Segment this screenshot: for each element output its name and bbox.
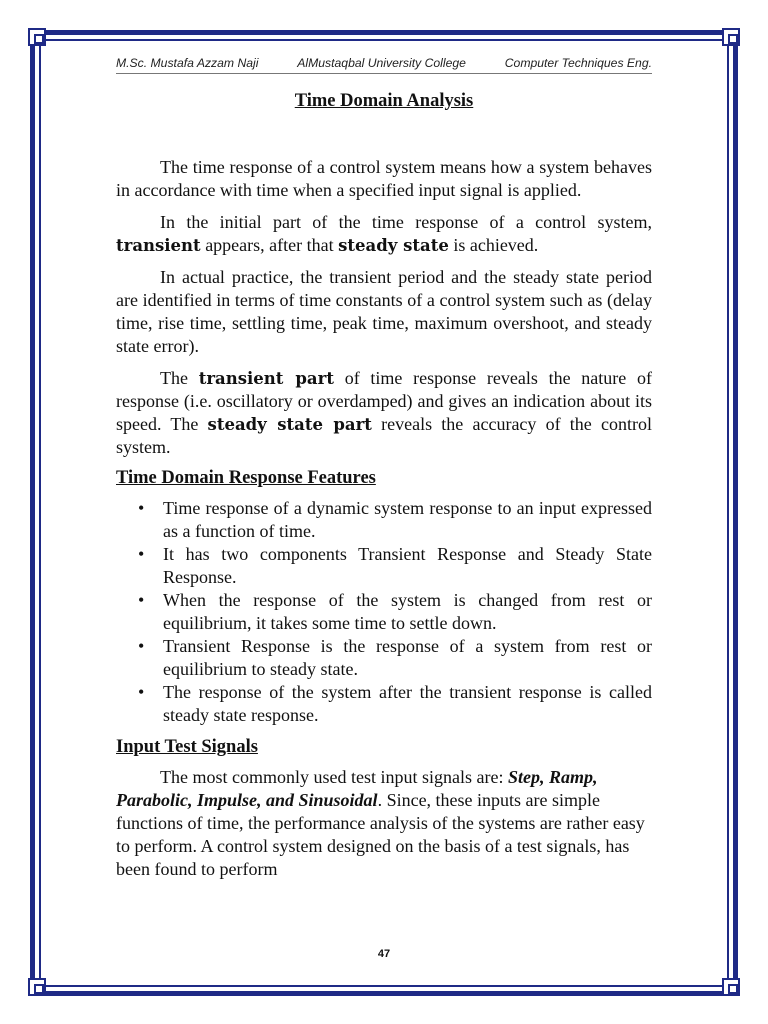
keyword-parabolic: Parabolic: [116, 790, 188, 810]
paragraph-text: In the initial part of the time response of a control system,: [160, 212, 652, 232]
section-heading-signals: Input Test Signals: [116, 737, 258, 757]
keyword-transient-part: transient part: [198, 369, 334, 388]
list-item: • The response of the system after the transient response is called steady state response.: [116, 681, 652, 727]
keyword-steady-state: steady state: [338, 236, 449, 255]
paragraph-intro: The time response of a control system means how a system behaves in accordance with time when a specified input signal is applied.: [116, 157, 652, 200]
corner-ornament-top-left: [28, 28, 46, 46]
paragraph-text: The most commonly used test input signals are:: [160, 767, 504, 787]
paragraph-time-constants: In actual practice, the transient period and the steady state period are identified in terms of time constants of a control system such as (delay time, rise time, settling time, peak time, maximum overshoot, and steady state error).: [116, 267, 652, 356]
section-heading-features: Time Domain Response Features: [116, 468, 376, 488]
keyword-steady-state-part: steady state part: [207, 415, 372, 434]
keyword-impulse-sinusoidal: Impulse, and Sinusoidal: [197, 790, 378, 810]
header-author: M.Sc. Mustafa Azzam Naji: [116, 56, 259, 70]
list-item: • Transient Response is the response of a system from rest or equilibrium to steady state.: [116, 635, 652, 681]
features-list: [116, 497, 652, 727]
header-department: Computer Techniques Eng.: [504, 56, 652, 70]
paragraph-transient-part: [116, 367, 652, 459]
paragraph-text: . Since, these inputs are simple functions of time, the performance analysis of the systems are rather easy to perform. A control system designed on the basis of a test signals, has been found to perform: [116, 790, 645, 879]
separator: ,: [188, 790, 193, 810]
list-item: • Time response of a dynamic system response to an input expressed as a function of time.: [116, 497, 652, 543]
corner-ornament-top-right: [722, 28, 740, 46]
paragraph-transient-steady: [116, 211, 652, 257]
paragraph-text: is achieved.: [453, 235, 539, 255]
paragraph-text: appears, after that: [205, 235, 334, 255]
page-content: [116, 56, 652, 881]
paragraph-text: reveals the accuracy of the control system.: [116, 414, 652, 457]
keyword-step-ramp: Step, Ramp: [507, 767, 593, 787]
corner-ornament-bottom-right: [722, 978, 740, 996]
paragraph-text: The: [160, 368, 188, 388]
running-header: [116, 56, 652, 74]
paragraph-test-signals: [116, 766, 652, 881]
keyword-transient: transient: [116, 236, 201, 255]
list-item: • When the response of the system is changed from rest or equilibrium, it takes some time to settle down.: [116, 589, 652, 635]
page-title: Time Domain Analysis: [294, 91, 474, 111]
header-institution: AlMustaqbal University College: [297, 56, 466, 70]
corner-ornament-bottom-left: [28, 978, 46, 996]
separator: ,: [592, 767, 598, 787]
page-number: 47: [377, 948, 391, 960]
paragraph-text: of time response reveals the nature of response (i.e. oscillatory or overdamped) and gives an indication about its speed. The: [116, 368, 653, 434]
list-item: • It has two components Transient Response and Steady State Response.: [116, 543, 652, 589]
